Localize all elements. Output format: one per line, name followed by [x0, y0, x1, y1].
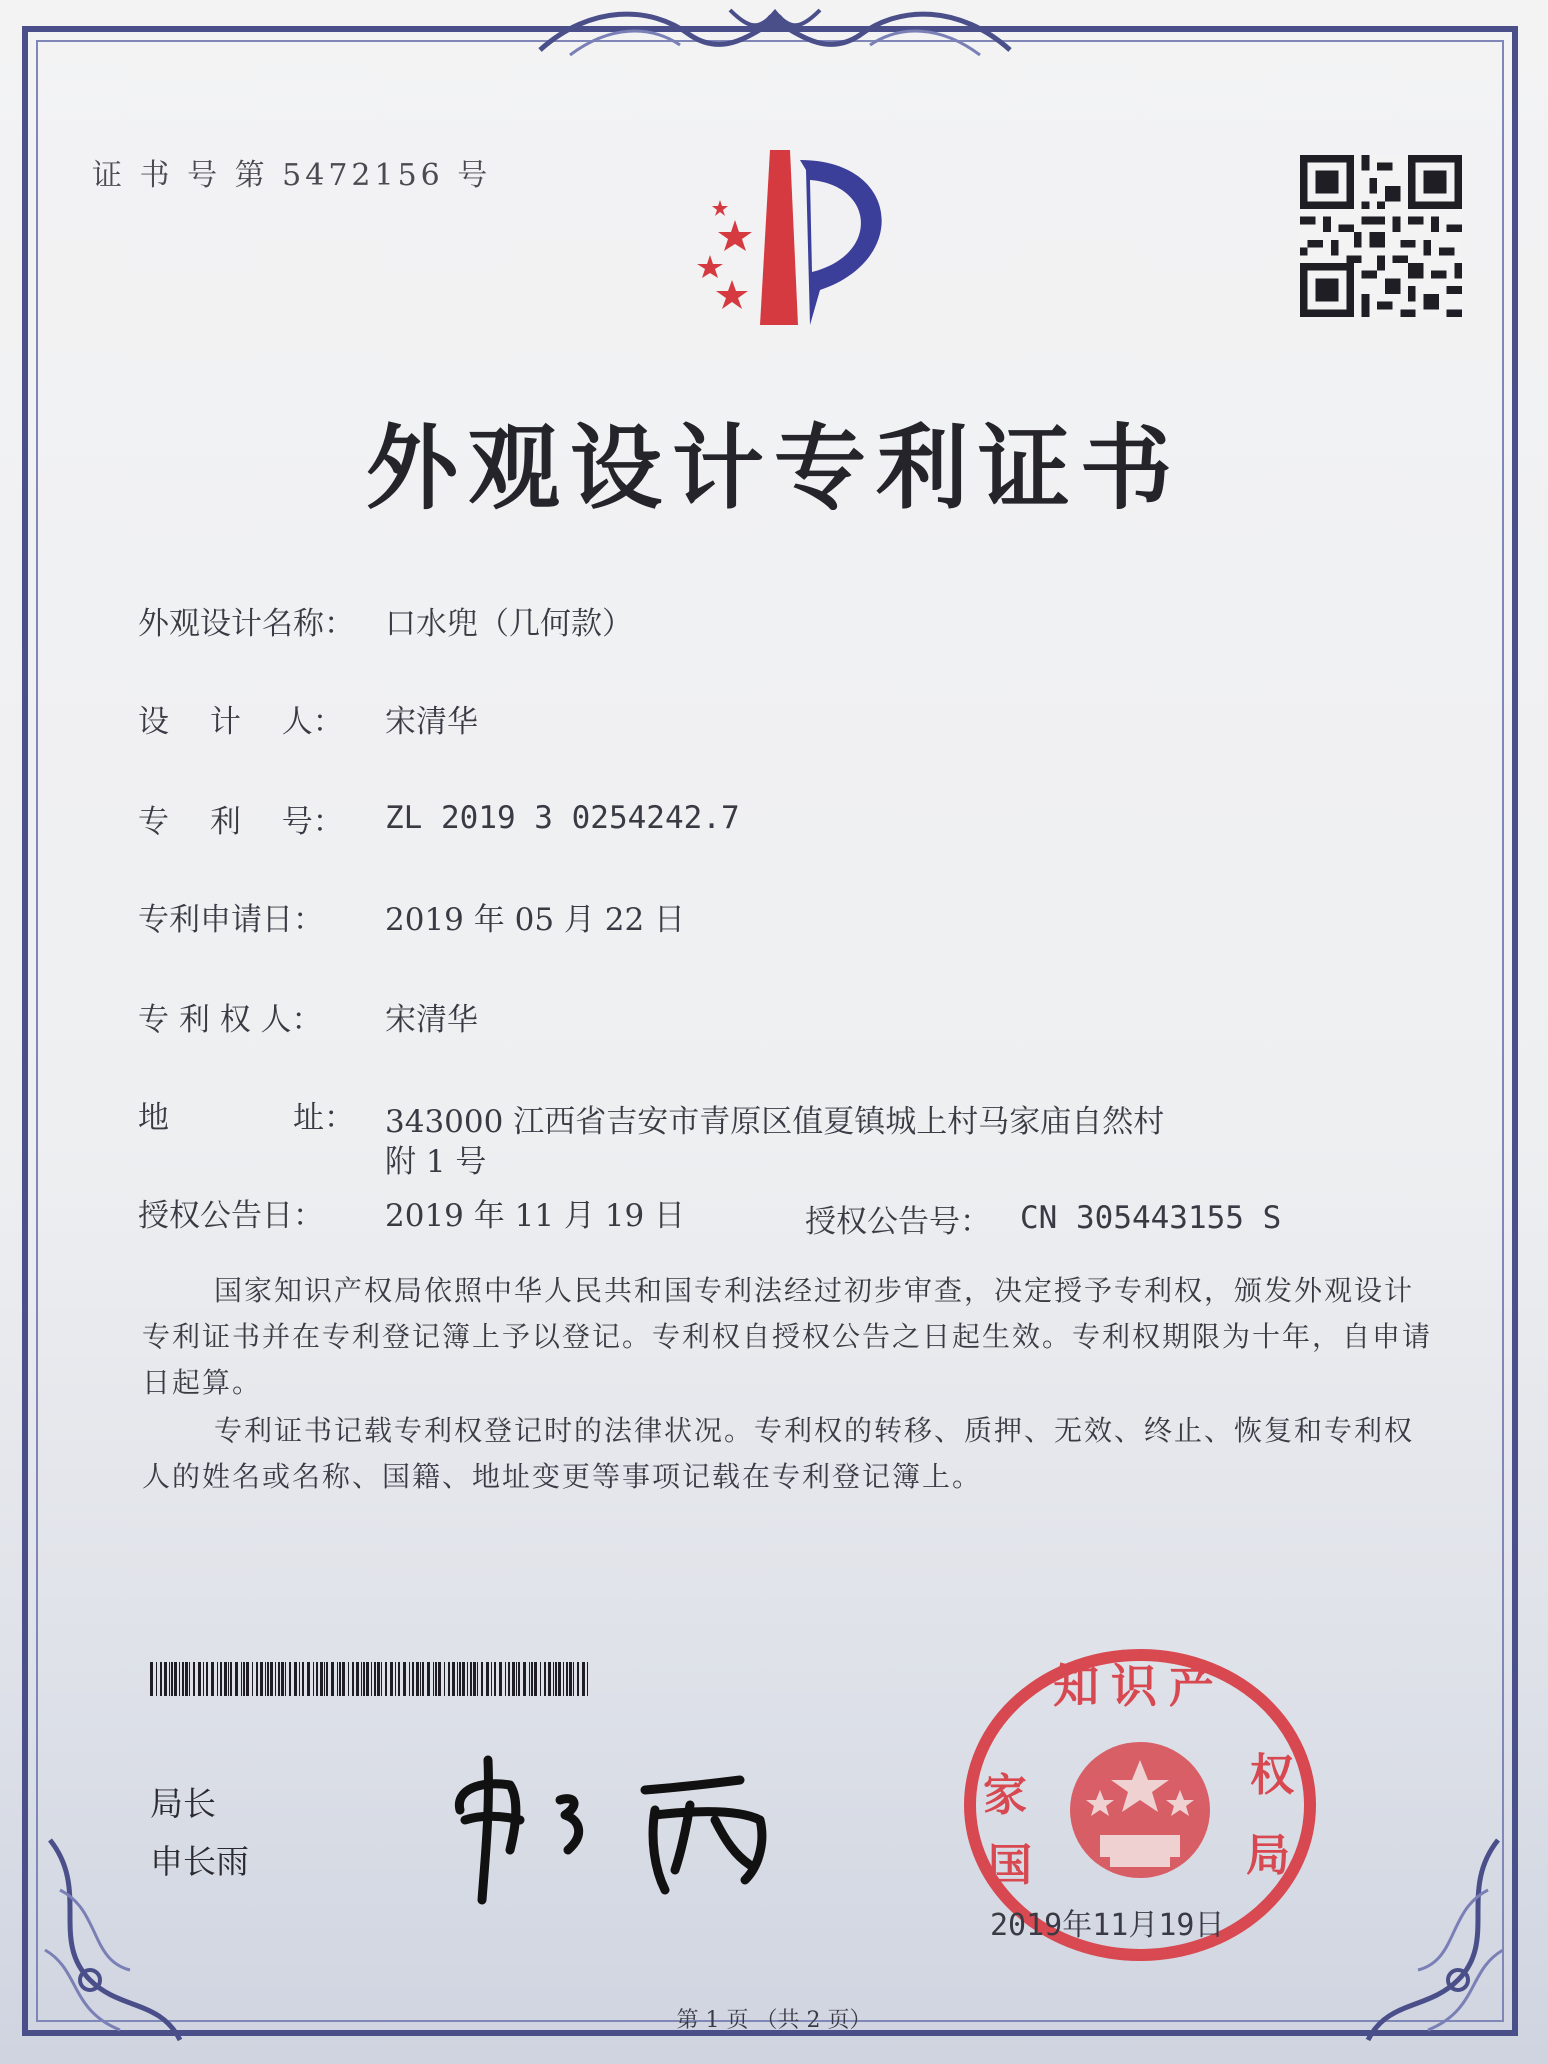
barcode-bar [313, 1662, 314, 1696]
barcode-bar [486, 1662, 489, 1696]
design-name-value: 口水兜（几何款） [385, 606, 633, 642]
barcode-bar [473, 1662, 476, 1696]
barcode-bar [505, 1662, 506, 1696]
barcode-bar [462, 1662, 465, 1696]
barcode-bar [573, 1662, 574, 1696]
barcode-bar [230, 1662, 232, 1696]
grant-date-value: 2019 年 11 月 19 日 [385, 1198, 686, 1234]
barcode-bar [459, 1662, 461, 1696]
design-name-label: 外观设计名称： [138, 606, 355, 642]
barcode-bar [252, 1662, 253, 1696]
barcode-bar [390, 1662, 393, 1696]
filing-date-value: 2019 年 05 月 22 日 [385, 902, 686, 938]
barcode-bar [516, 1662, 517, 1696]
barcode-bar [189, 1662, 190, 1696]
barcode-bar [339, 1662, 341, 1696]
barcode-bar [342, 1662, 345, 1696]
handwritten-signature [440, 1740, 800, 1910]
barcode-bar [491, 1662, 492, 1696]
barcode-bar [531, 1662, 533, 1696]
barcode-bar [529, 1662, 530, 1696]
barcode-bar [374, 1662, 376, 1696]
barcode-bar [558, 1662, 561, 1696]
grant-number-value: CN 305443155 S [1020, 1200, 1282, 1236]
barcode-bar [320, 1662, 323, 1696]
barcode-bar [156, 1662, 157, 1696]
barcode-bar [385, 1662, 387, 1696]
barcode-bar [582, 1662, 585, 1696]
barcode-bar [352, 1662, 354, 1696]
barcode-bar [220, 1662, 222, 1696]
barcode-bar [217, 1662, 218, 1696]
barcode-bar [241, 1662, 242, 1696]
barcode-bar [494, 1662, 496, 1696]
barcode-bar [361, 1662, 362, 1696]
patentee-label: 专 利 权 人： [138, 1002, 323, 1038]
barcode-bar [433, 1662, 434, 1696]
barcode-icon [150, 1662, 592, 1696]
barcode-bar [366, 1662, 369, 1696]
page-indicator: 第 1 页 （共 2 页） [676, 2008, 872, 2033]
svg-text:国: 国 [988, 1840, 1032, 1891]
barcode-bar [171, 1662, 173, 1696]
barcode-bar [348, 1662, 349, 1696]
barcode-bar [235, 1662, 238, 1696]
address-value-line1: 343000 江西省吉安市青原区值夏镇城上村马家庙自然村 [385, 1104, 1165, 1140]
barcode-bar [548, 1662, 551, 1696]
top-ornament-icon [530, 0, 1020, 70]
barcode-bar [206, 1662, 208, 1696]
patent-number-value: ZL 2019 3 0254242.7 [385, 800, 740, 836]
svg-text:家: 家 [983, 1770, 1027, 1821]
barcode-bar [477, 1662, 478, 1696]
barcode-bar [281, 1662, 284, 1696]
barcode-bar [278, 1662, 280, 1696]
paragraph-legal-status: 专利证书记载专利权登记时的法律状况。专利权的转移、质押、无效、终止、恢复和专利权人的姓名或名称、国籍、地址变更等事项记载在专利登记簿上。 [142, 1414, 1415, 1493]
barcode-bar [193, 1662, 195, 1696]
barcode-bar [452, 1662, 455, 1696]
barcode-bar [324, 1662, 325, 1696]
barcode-bar [381, 1662, 382, 1696]
patent-number-label: 专 利 号： [138, 804, 344, 840]
address-value-line2: 附 1 号 [385, 1144, 487, 1180]
barcode-bar [185, 1662, 188, 1696]
barcode-bar [256, 1662, 258, 1696]
barcode-bar [398, 1662, 400, 1696]
barcode-bar [518, 1662, 520, 1696]
barcode-bar [409, 1662, 410, 1696]
barcode-bar [470, 1662, 472, 1696]
barcode-bar [363, 1662, 365, 1696]
grant-date-label: 授权公告日： [138, 1198, 324, 1234]
filing-date-label: 专利申请日： [138, 902, 324, 938]
barcode-bar [302, 1662, 304, 1696]
svg-text:权: 权 [1250, 1750, 1294, 1801]
barcode-bar [267, 1662, 269, 1696]
certificate-number: 证 书 号 第 5472156 号 [92, 158, 492, 193]
barcode-bar [224, 1662, 227, 1696]
barcode-bar [569, 1662, 572, 1696]
barcode-bar [566, 1662, 568, 1696]
certificate-title: 外观设计专利证书 [365, 415, 1182, 522]
designer-value: 宋清华 [385, 704, 478, 740]
barcode-bar [198, 1662, 201, 1696]
barcode-bar [160, 1662, 162, 1696]
barcode-bar [294, 1662, 297, 1696]
barcode-bar [444, 1662, 445, 1696]
barcode-bar [326, 1662, 328, 1696]
barcode-bar [544, 1662, 546, 1696]
barcode-bar [416, 1662, 419, 1696]
barcode-bar [228, 1662, 229, 1696]
barcode-bar [203, 1662, 204, 1696]
barcode-bar [331, 1662, 334, 1696]
barcode-bar [412, 1662, 414, 1696]
cnipa-logo-icon [660, 140, 920, 340]
address-label: 地 址： [138, 1100, 355, 1136]
paragraph-grant-statement: 国家知识产权局依照中华人民共和国专利法经过初步审查，决定授予专利权，颁发外观设计专利证书并在专利登记簿上予以登记。专利权自授权公告之日起生效。专利权期限为十年，自申请日起算。 [142, 1274, 1433, 1399]
barcode-bar [587, 1662, 588, 1696]
barcode-bar [512, 1662, 515, 1696]
barcode-bar [481, 1662, 483, 1696]
barcode-bar [307, 1662, 310, 1696]
grant-number-label: 授权公告号： [805, 1204, 991, 1240]
barcode-bar [275, 1662, 276, 1696]
barcode-bar [420, 1662, 421, 1696]
designer-label: 设 计 人： [138, 704, 344, 740]
barcode-bar [182, 1662, 184, 1696]
barcode-bar [270, 1662, 273, 1696]
barcode-bar [427, 1662, 430, 1696]
barcode-bar [467, 1662, 468, 1696]
barcode-bar [150, 1662, 153, 1696]
barcode-bar [299, 1662, 300, 1696]
barcode-bar [563, 1662, 564, 1696]
barcode-bar [243, 1662, 245, 1696]
barcode-bar [174, 1662, 177, 1696]
barcode-bar [169, 1662, 170, 1696]
svg-text:局: 局 [1246, 1830, 1290, 1881]
barcode-bar [577, 1662, 579, 1696]
barcode-bar [508, 1662, 510, 1696]
barcode-bar [356, 1662, 359, 1696]
barcode-bar [435, 1662, 437, 1696]
barcode-bar [499, 1662, 502, 1696]
barcode-bar [377, 1662, 380, 1696]
barcode-bar [179, 1662, 180, 1696]
barcode-bar [337, 1662, 338, 1696]
barcode-bar [540, 1662, 541, 1696]
barcode-bar [457, 1662, 458, 1696]
qr-code-icon [1300, 155, 1462, 317]
signatory-role: 局长 [150, 1784, 216, 1823]
barcode-bar [289, 1662, 291, 1696]
barcode-bar [448, 1662, 450, 1696]
barcode-bar [246, 1662, 249, 1696]
barcode-bar [395, 1662, 396, 1696]
signatory-name: 申长雨 [150, 1842, 249, 1881]
barcode-bar [260, 1662, 263, 1696]
barcode-bar [555, 1662, 557, 1696]
patentee-value: 宋清华 [385, 1002, 478, 1038]
barcode-bar [371, 1662, 372, 1696]
seal-date: 2019年11月19日 [990, 1908, 1225, 1943]
barcode-bar [553, 1662, 554, 1696]
barcode-bar [534, 1662, 537, 1696]
barcode-bar [164, 1662, 167, 1696]
barcode-bar [211, 1662, 214, 1696]
svg-text:知识产: 知识产 [1053, 1659, 1227, 1713]
barcode-bar [265, 1662, 266, 1696]
barcode-bar [438, 1662, 441, 1696]
barcode-bar [285, 1662, 286, 1696]
barcode-bar [316, 1662, 318, 1696]
barcode-bar [422, 1662, 424, 1696]
barcode-bar [403, 1662, 406, 1696]
barcode-bar [523, 1662, 526, 1696]
